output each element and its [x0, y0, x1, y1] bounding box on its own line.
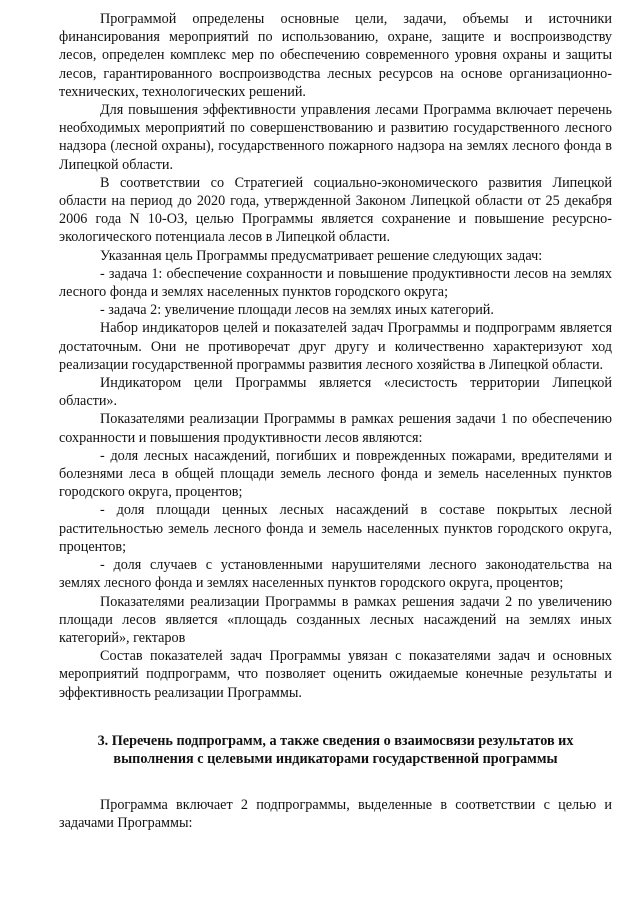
list-item-indicator-valuable-forests: - доля площади ценных лесных насаждений в составе покрытых лесной растительностью земель лесного фонда и земель населенных пунктов городского округа, процентов; — [59, 502, 612, 555]
paragraph-goal-indicator: Индикатором цели Программы является «лесистость территории Липецкой области». — [59, 375, 612, 410]
paragraph-task-2-indicators: Показателями реализации Программы в рамках решения задачи 2 по увеличению площади лесов является «площадь созданных лесных насаждений на землях иных категорий», гектаров — [59, 593, 612, 646]
paragraph-management-efficiency: Для повышения эффективности управления лесами Программа включает перечень необходимых мероприятий по совершенствованию и развитию государственного лесного надзора (лесной охраны), государственного пожарного надзора на землях лесного фонда в Липецкой области. — [59, 102, 612, 173]
list-item-task-2: - задача 2: увеличение площади лесов на землях иных категорий. — [100, 302, 494, 319]
paragraph-subprograms-intro: Программа включает 2 подпрограммы, выделенные в соответствии с целью и задачами Программы: — [59, 796, 612, 832]
paragraph-indicators-set: Набор индикаторов целей и показателей задач Программы и подпрограмм является достаточным. Они не противоречат друг другу и количественно характеризуют ход реализации государственной программы развития лесного хозяйства в Липецкой области. — [59, 320, 612, 373]
list-item-indicator-violators: - доля случаев с установленными нарушителями лесного законодательства на землях лесного фонда и землях населенных пунктов городского округа, процентов; — [59, 557, 612, 592]
list-item-indicator-damaged-forests: - доля лесных насаждений, погибших и поврежденных пожарами, вредителями и болезнями леса в общей площади земель лесного фонда и земель населенных пунктов городского округа, процентов; — [59, 447, 612, 501]
paragraph-indicators-linked: Состав показателей задач Программы увязан с показателями задач и основных мероприятий подпрограмм, что позволяет оценить ожидаемые конечные результаты и эффективность реализации Программы. — [59, 648, 612, 701]
paragraph-tasks-intro: Указанная цель Программы предусматривает решение следующих задач: — [100, 247, 543, 264]
document-page — [59, 10, 612, 832]
paragraph-strategy-goal: В соответствии со Стратегией социально-экономического развития Липецкой области на период до 2020 года, утвержденной Законом Липецкой области от 25 декабря 2006 года N 10-ОЗ, целью Программы является сохранение и повышение ресурсно-экологического потенциала лесов в Липецкой области. — [59, 174, 612, 246]
paragraph-task-1-indicators: Показателями реализации Программы в рамках решения задачи 1 по обеспечению сохранности и повышения продуктивности лесов являются: — [59, 411, 612, 446]
paragraph-goals-defined: Программой определены основные цели, задачи, объемы и источники финансирования мероприятий по использованию, охране, защите и воспроизводству лесов, определен комплекс мер по обеспечению современного уровня охраны и защиты лесов, гарантированного воспроизводства лесных ресурсов на основе организационно-технических, технологических решений. — [59, 11, 612, 100]
section-heading: 3. Перечень подпрограмм, а также сведения о взаимосвязи результатов их выполнения с целевыми индикаторами государственной программы — [97, 732, 574, 768]
list-item-task-1: - задача 1: обеспечение сохранности и повышение продуктивности лесов на землях лесного фонда и землях населенных пунктов городского округа; — [59, 265, 612, 301]
